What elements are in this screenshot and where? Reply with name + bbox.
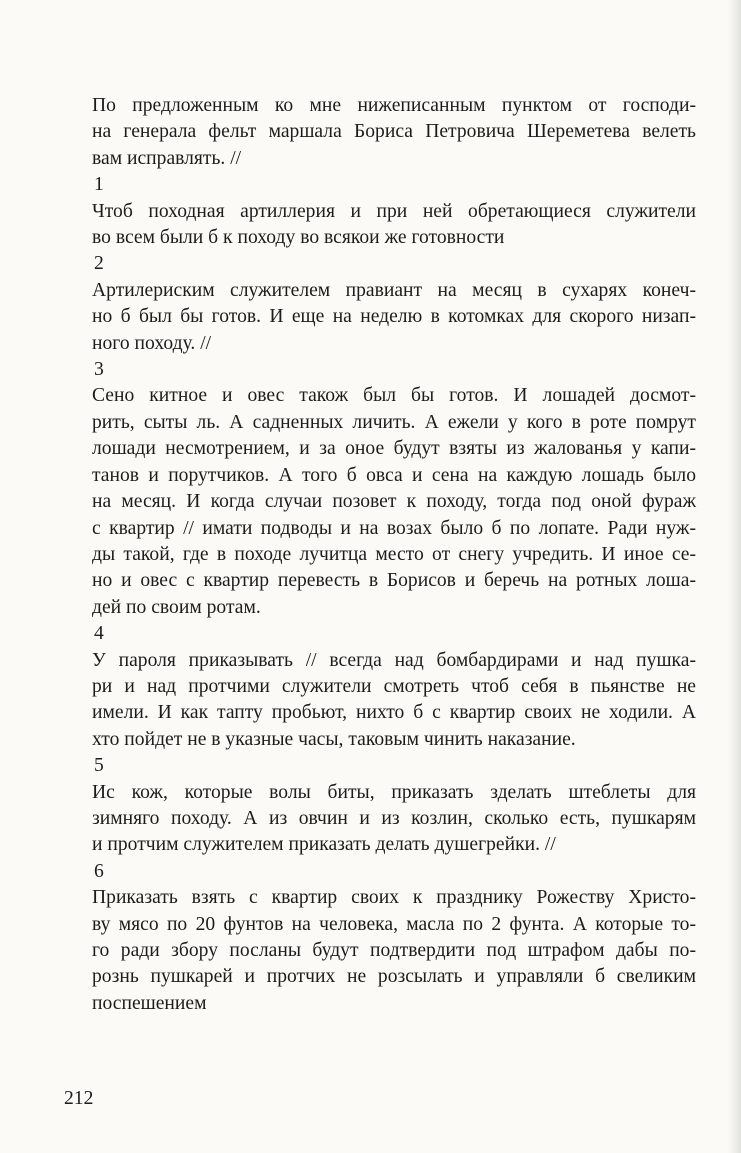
intro-paragraph bbox=[92, 93, 696, 172]
point-number-6: 6 bbox=[94, 860, 104, 882]
point-number-2: 2 bbox=[94, 253, 104, 275]
point-number-4: 4 bbox=[94, 623, 104, 645]
text-line: на месяц. И когда случаи позовет к походу, тогда под оной фураж bbox=[92, 491, 696, 513]
point-4-paragraph bbox=[92, 648, 696, 754]
point-6-paragraph bbox=[92, 885, 696, 1017]
point-number-5: 5 bbox=[94, 755, 104, 777]
text-line: рить, сыты ль. А садненных личить. А ежели у кого в роте помрут bbox=[92, 411, 696, 433]
text-line: лошади несмотрением, и за оное будут взяты из жалованья у капи- bbox=[92, 438, 696, 460]
point-5-paragraph bbox=[92, 780, 696, 859]
text-line: ри и над протчими служители смотреть чтоб себя в пьянстве не bbox=[92, 675, 696, 697]
point-number-3: 3 bbox=[94, 359, 104, 381]
text-line: и протчим служителем приказать делать душегрейки. // bbox=[92, 834, 556, 856]
text-line: зимняго походу. А из овчин и из козлин, сколько есть, пушкарям bbox=[92, 807, 696, 829]
text-line: ву мясо по 20 фунтов на человека, масла по 2 фунта. А которые то- bbox=[92, 913, 696, 935]
text-line: но и овес с квартир перевесть в Борисов и беречь на ротных лоша- bbox=[92, 570, 696, 592]
text-line: Чтоб походная артиллерия и при ней обретающиеся служители bbox=[92, 200, 696, 222]
text-line: Сено китное и овес також был бы готов. И лошадей досмот- bbox=[92, 385, 696, 407]
text-line: вам исправлять. // bbox=[92, 147, 242, 169]
document-body bbox=[92, 93, 696, 1017]
page-number: 212 bbox=[64, 1088, 94, 1109]
point-1-paragraph bbox=[92, 199, 696, 252]
point-3-paragraph bbox=[92, 383, 696, 621]
text-line: Ис кож, которые волы биты, приказать зделать штеблеты для bbox=[92, 781, 696, 803]
point-2-paragraph bbox=[92, 278, 696, 357]
text-line: на генерала фельт маршала Бориса Петровича Шереметева велеть bbox=[92, 121, 696, 143]
point-number-1: 1 bbox=[94, 174, 104, 196]
text-line: дей по своим ротам. bbox=[92, 596, 261, 618]
text-line: ного походу. // bbox=[92, 332, 212, 354]
text-line: Артилериским служителем правиант на месяц в сухарях конеч- bbox=[92, 279, 696, 301]
text-line: но б был бы готов. И еще на неделю в котомках для скорого низап- bbox=[92, 306, 696, 328]
text-line: рознь пушкарей и протчих не розсылать и управляли б свеликим bbox=[92, 966, 696, 988]
text-line: го ради збору посланы будут подтвердити под штрафом дабы по- bbox=[92, 940, 696, 961]
text-line: У пароля приказывать // всегда над бомбардирами и над пушка- bbox=[92, 649, 696, 671]
text-line: во всем были б к походу во всякои же готовности bbox=[92, 227, 505, 249]
page-edge-shadow bbox=[727, 0, 741, 1153]
text-line: По предложенным ко мне нижеписанным пунктом от господи- bbox=[92, 95, 696, 116]
text-line: танов и порутчиков. А того б овса и сена на каждую лошадь было bbox=[92, 464, 696, 486]
text-line: хто пойдет не в указные часы, таковым чинить наказание. bbox=[92, 728, 576, 750]
text-line: имели. И как тапту пробьют, нихто б с квартир своих не ходили. А bbox=[92, 702, 696, 724]
text-line: Приказать взять с квартир своих к празднику Рожеству Христо- bbox=[92, 887, 696, 909]
text-line: ды такой, где в походе лучитца место от снегу учредить. И иное се- bbox=[92, 543, 696, 565]
text-line: с квартир // имати подводы и на возах было б по лопате. Ради нуж- bbox=[92, 517, 696, 539]
text-line: поспешением bbox=[92, 992, 207, 1014]
